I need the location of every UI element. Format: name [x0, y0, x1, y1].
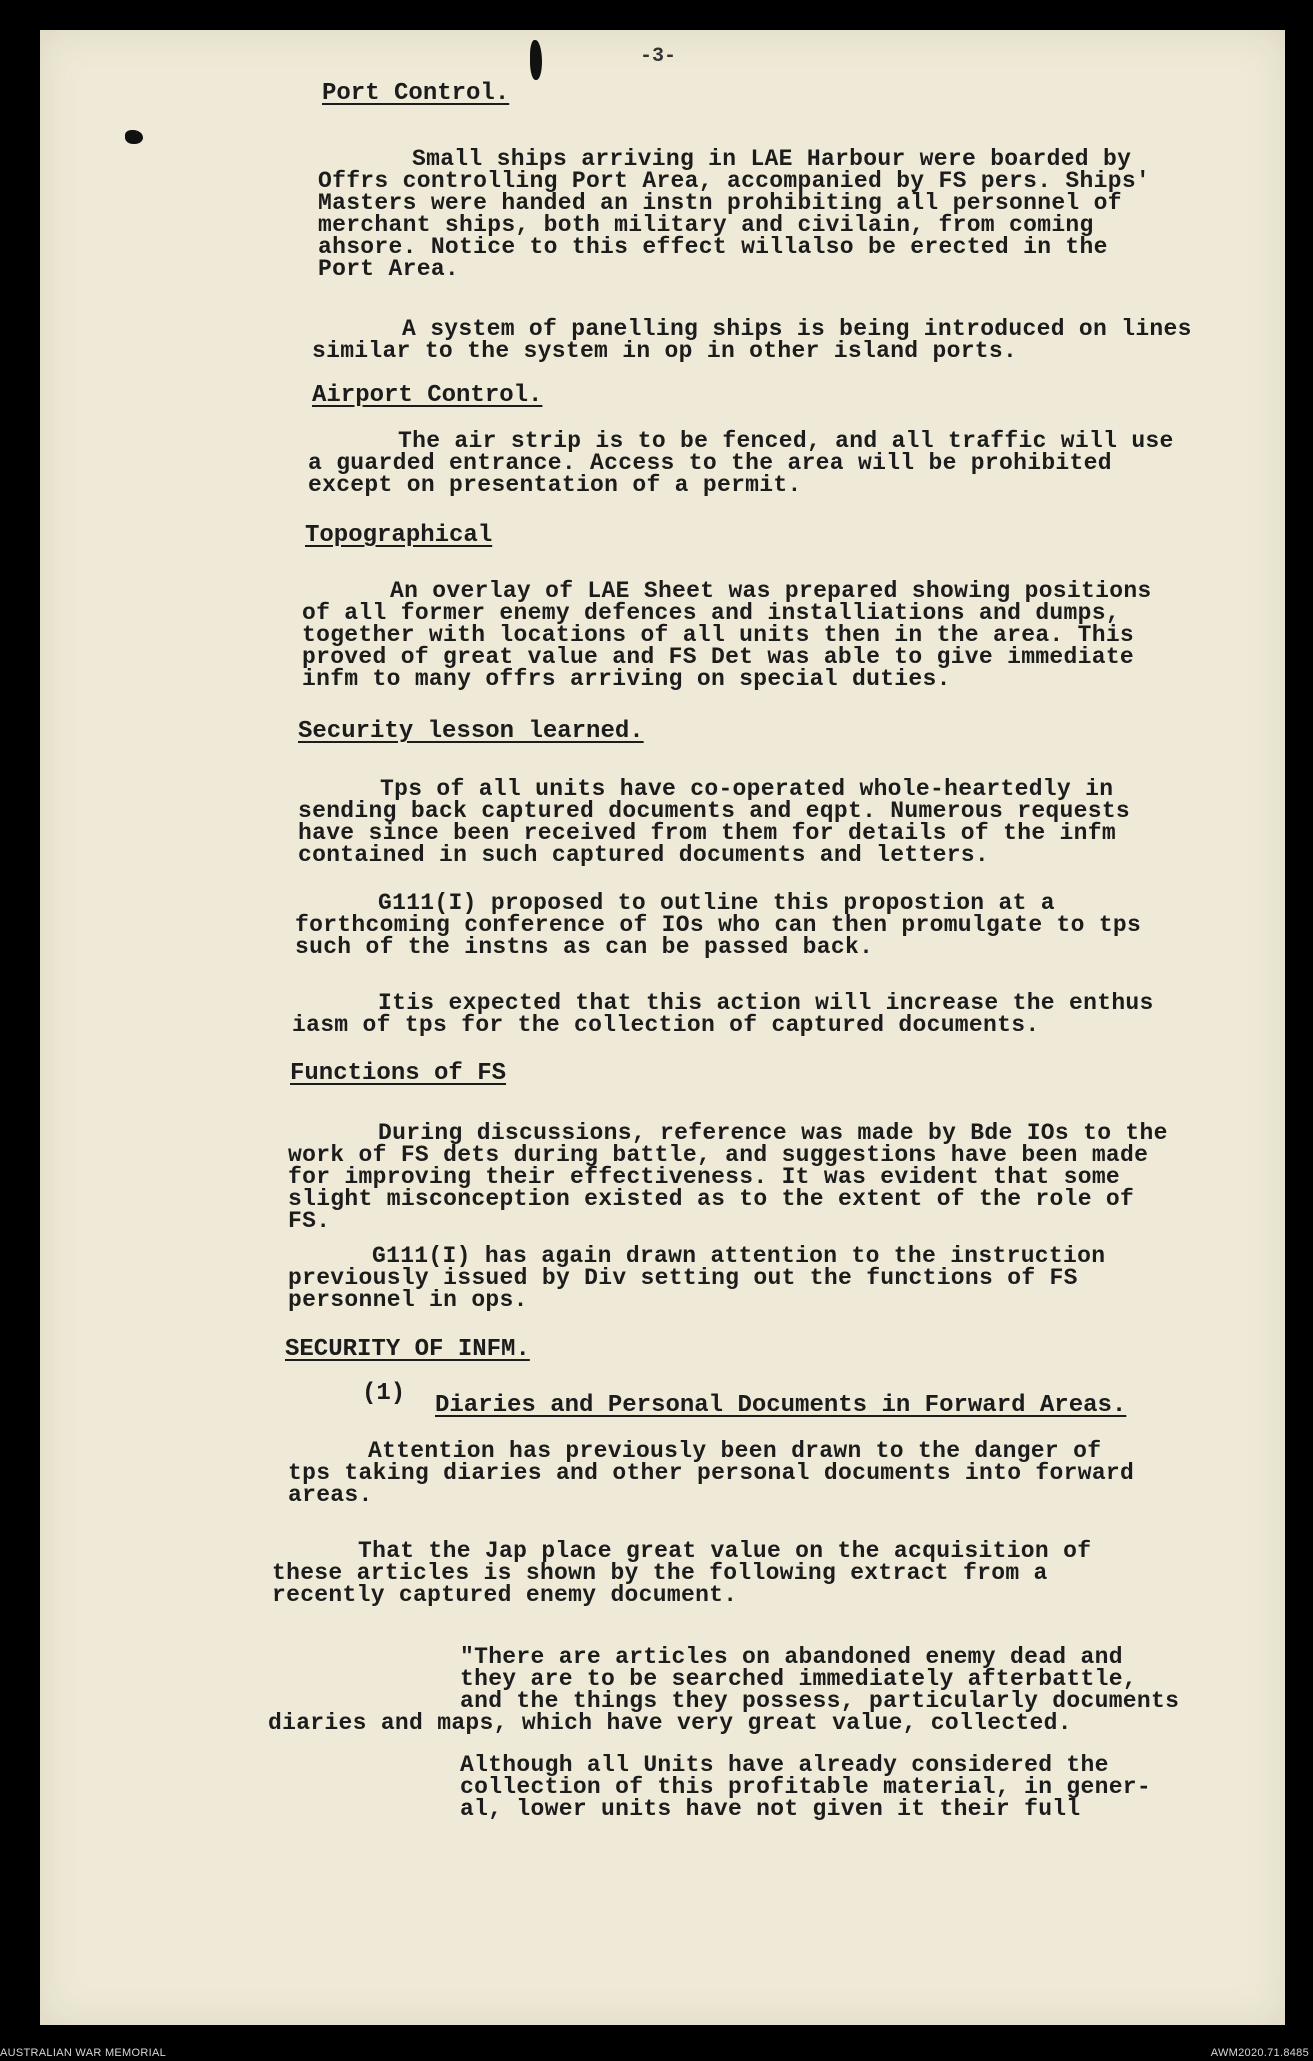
section-heading-security-lesson: Security lesson learned. — [298, 718, 644, 745]
security-lesson-para-2: G111(I) proposed to outline this propostion at a forthcoming conference of IOs who can then promulgate to tps such of the instns as can be passed back. — [295, 890, 1142, 960]
security-lesson-para-3: Itis expected that this action will increase the enthus iasm of tps for the collection of captured documents. — [292, 990, 1154, 1038]
section-heading-port-control: Port Control. — [322, 80, 510, 107]
security-infm-para-2: That the Jap place great value on the acquisition of these articles is shown by the following extract from a recently captured enemy document. — [272, 1538, 1092, 1608]
subsection-heading-diaries: Diaries and Personal Documents in Forward Areas. — [435, 1392, 1127, 1419]
security-lesson-para-1: Tps of all units have co-operated whole-heartedly in sending back captured documents and eqpt. Numerous requests have since been received from them for details of the infm contained in such captured documents and letters. — [298, 776, 1131, 868]
security-infm-para-3: Although all Units have already considered the collection of this profitable material, in gener- al, lower units have not given it their full — [460, 1752, 1152, 1822]
functions-fs-para-1: During discussions, reference was made by Bde IOs to the work of FS dets during battle, and suggestions have been made for improving their effectiveness. It was evident that some slight misconception existed as to the extent of the role of FS. — [288, 1120, 1168, 1234]
topographical-para-1: An overlay of LAE Sheet was prepared showing positions of all former enemy defences and installiations and dumps, together with locations of all units then in the area. This proved of great value and FS Det was able to give immediate infm to many offrs arriving on special duties. — [302, 578, 1152, 692]
port-control-para-2: A system of panelling ships is being introduced on lines similar to the system in op in other island ports. — [312, 316, 1192, 364]
airport-control-para-1: The air strip is to be fenced, and all traffic will use a guarded entrance. Access to the area will be prohibited except on presentation of a permit. — [308, 428, 1174, 498]
section-heading-functions-fs: Functions of FS — [290, 1060, 507, 1087]
footer-credit: AUSTRALIAN WAR MEMORIAL — [0, 2047, 167, 2059]
ink-blot — [530, 40, 542, 80]
section-heading-airport-control: Airport Control. — [312, 382, 543, 409]
document-page — [40, 30, 1285, 2025]
section-heading-topographical: Topographical — [305, 522, 493, 549]
enemy-document-quote: "There are articles on abandoned enemy dead and they are to be searched immediately afterbattle, and the things they possess, particularly documents diaries and maps, which have very great value, collected. — [268, 1644, 1180, 1736]
page-number: -3- — [640, 45, 677, 68]
security-infm-para-1: Attention has previously been drawn to the danger of tps taking diaries and other personal documents into forward areas. — [288, 1438, 1135, 1508]
section-heading-security-infm: SECURITY OF INFM. — [285, 1336, 530, 1363]
port-control-para-1: Small ships arriving in LAE Harbour were boarded by Offrs controlling Port Area, accompanied by FS pers. Ships' Masters were handed an instn prohibiting all personnel of merchant ships, both military and civilain, from coming ahsore. Notice to this effect willalso be erected in the Port Area. — [318, 146, 1151, 282]
footer-accession-number: AWM2020.71.8485 — [1210, 2047, 1309, 2059]
ink-blot — [125, 130, 143, 144]
functions-fs-para-2: G111(I) has again drawn attention to the instruction previously issued by Div setting out the functions of FS personnel in ops. — [288, 1243, 1106, 1313]
subsection-number: (1) — [362, 1380, 406, 1407]
